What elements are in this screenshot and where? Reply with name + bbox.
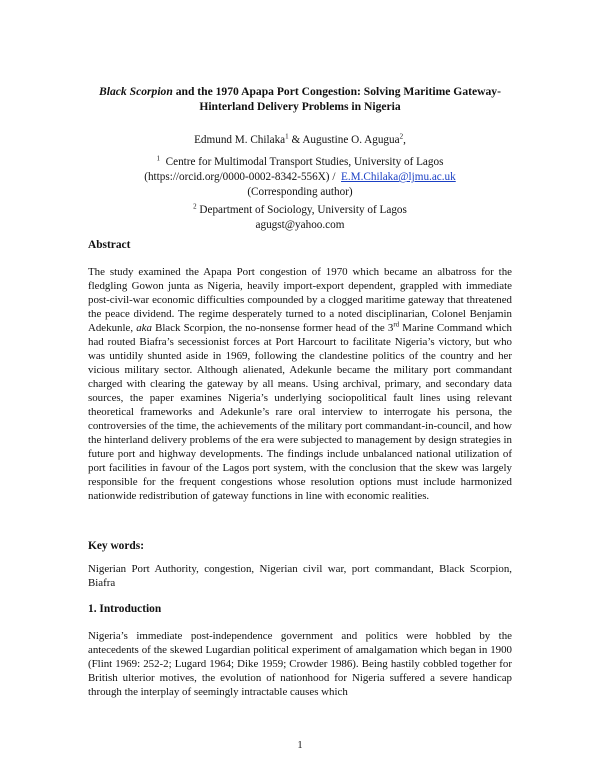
title-rest: and the 1970 Apapa Port Congestion: Solving Maritime Gateway-Hinterland Delivery Problems in Nigeria: [172, 85, 501, 113]
affiliation-1-contact-line: [60, 170, 540, 185]
author-1: Edmund M. Chilaka: [194, 134, 286, 146]
abstract-body: [88, 265, 512, 503]
author-2: Augustine O. Agugua: [302, 134, 400, 146]
affiliation-1-name: Centre for Multimodal Transport Studies, University of Lagos: [165, 156, 444, 168]
page-number: 1: [297, 740, 303, 751]
email-link[interactable]: E.M.Chilaka@ljmu.ac.uk: [341, 171, 456, 183]
affiliation-2: [60, 203, 540, 233]
keywords-text: Nigerian Port Authority, congestion, Nigerian civil war, port commandant, Black Scorpion, Biafra: [88, 563, 512, 589]
affiliation-2-name: Department of Sociology, University of Lagos: [199, 204, 407, 216]
abstract-text-part-1: The study examined the Apapa Port congestion of 1970 which became an albatross for the fledgling Gowon junta as Nigeria, heavily import-export dependent, grappled with immediate post-civil-war economic difficulties compounded by a clogged maritime gateway that threatened the peace dividend. The regime desperately turned to a noted disciplinarian, Colonel Benjamin Adekunle,: [88, 266, 512, 334]
affiliation-2-mark: 2: [193, 202, 197, 211]
abstract-text-part-2: Black Scorpion, the no-nonsense former head of the 3: [151, 322, 394, 334]
author-trailing-comma: ,: [403, 134, 406, 146]
abstract-heading: Abstract: [88, 239, 131, 251]
keywords-heading: Key words:: [88, 540, 144, 552]
orcid-text: (https://orcid.org/0000-0002-8342-556X) /: [144, 171, 336, 183]
abstract-aka: aka: [136, 322, 152, 334]
introduction-text: Nigeria’s immediate post-independence government and politics were hobbled by the antecedents of the skewed Lugardian political experiment of amalgamation which began in 1900 (Flint 1969: 252-2; Lugard 1964; Dike 1959; Crowder 1986). Being hastily cobbled together for British ulterior motives, the evolution of nationhood for Nigeria suffered a severe handicap through the interplay of seemingly intractable causes which: [88, 630, 512, 698]
paper-title: [80, 84, 520, 114]
affiliation-1-mark: 1: [156, 154, 161, 163]
author-separator: &: [288, 134, 303, 146]
ordinal-superscript: rd: [393, 320, 400, 329]
author-2-affiliation-mark: 2: [399, 132, 404, 141]
affiliation-2-email: agugst@yahoo.com: [255, 219, 345, 231]
title-italic-part: Black Scorpion: [99, 85, 173, 98]
corresponding-author-note: (Corresponding author): [247, 186, 353, 198]
affiliation-1-name-line: [60, 155, 540, 170]
introduction-heading: 1. Introduction: [88, 603, 162, 615]
affiliation-1: [60, 155, 540, 200]
abstract-text-part-3: Marine Command which had routed Biafra’s secessionist forces at Port Harcourt to facilitate Nigeria’s victory, but who was untidily shunted aside in 1969, following the clandestine politics of the country and her vicious military sector. Although alienated, Adekunle became the military port commandant charged with clearing the gateway by all means. Using archival, primary, and secondary data sources, the paper examines Nigeria’s underlying sociopolitical fault lines using relevant theoretical frameworks and Adekunle’s rare oral interview to interrogate his persona, the controversies of the time, the achievements of the military port commandant-in-council, and how the hinterland delivery problems of the era were subjected to management by design strategies in future port and highway developments. The findings include unbalanced national utilization of port facilities in favour of the Lagos port system, with the conclusion that the skew was largely responsible for the frequent congestions whose resolution options must include harmonized nationwide redistribution of gateway functions in line with economic realities.: [88, 322, 513, 502]
affiliation-2-name-line: [60, 203, 540, 218]
author-1-affiliation-mark: 1: [285, 132, 289, 141]
author-line: [60, 133, 540, 148]
